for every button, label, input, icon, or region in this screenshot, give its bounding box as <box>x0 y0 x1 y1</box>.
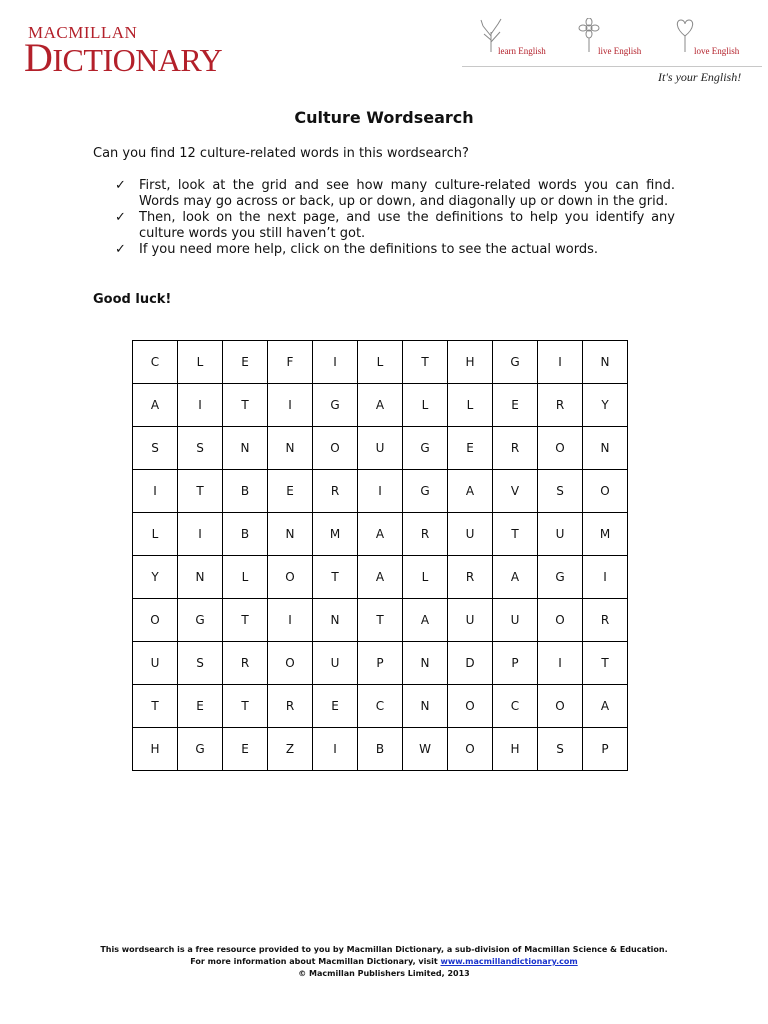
grid-cell[interactable]: I <box>538 642 583 685</box>
instruction-item: ✓ Then, look on the next page, and use the definitions to help you identify any culture words you still haven’t got. <box>115 210 675 241</box>
grid-cell[interactable]: E <box>178 685 223 728</box>
checkmark-icon: ✓ <box>115 242 126 257</box>
grid-cell[interactable]: I <box>538 341 583 384</box>
grid-cell[interactable]: O <box>538 685 583 728</box>
grid-cell[interactable]: R <box>538 384 583 427</box>
macmillan-website-link[interactable]: www.macmillandictionary.com <box>440 957 578 966</box>
grid-cell[interactable]: H <box>133 728 178 771</box>
grid-cell[interactable]: T <box>493 513 538 556</box>
grid-cell[interactable]: H <box>493 728 538 771</box>
grid-cell[interactable]: I <box>178 513 223 556</box>
grid-cell[interactable]: R <box>448 556 493 599</box>
grid-cell[interactable]: G <box>178 599 223 642</box>
grid-cell[interactable]: C <box>133 341 178 384</box>
grid-cell[interactable]: H <box>448 341 493 384</box>
grid-cell[interactable]: E <box>223 728 268 771</box>
footer-line-2: For more information about Macmillan Dictionary, visit www.macmillandictionary.com <box>190 957 578 966</box>
grid-row <box>133 341 628 384</box>
grid-cell[interactable]: L <box>358 341 403 384</box>
grid-cell[interactable]: O <box>538 427 583 470</box>
instruction-item: ✓ If you need more help, click on the definitions to see the actual words. <box>115 242 598 257</box>
grid-cell[interactable]: O <box>448 685 493 728</box>
grid-cell[interactable]: S <box>133 427 178 470</box>
grid-cell[interactable]: I <box>313 341 358 384</box>
grid-cell[interactable]: I <box>268 599 313 642</box>
grid-cell[interactable]: R <box>403 513 448 556</box>
checkmark-icon: ✓ <box>115 210 126 225</box>
grid-cell[interactable]: N <box>583 341 628 384</box>
grid-cell[interactable]: L <box>448 384 493 427</box>
learn-english-label: learn English <box>498 46 546 56</box>
grid-cell[interactable]: R <box>223 642 268 685</box>
checkmark-icon: ✓ <box>115 178 126 193</box>
grid-cell[interactable]: I <box>133 470 178 513</box>
grid-cell[interactable]: O <box>538 599 583 642</box>
intro-question: Can you find 12 culture-related words in this wordsearch? <box>93 146 469 161</box>
grid-cell[interactable]: E <box>493 384 538 427</box>
header-tagline <box>462 18 762 88</box>
grid-cell[interactable]: M <box>583 513 628 556</box>
grid-cell[interactable]: I <box>178 384 223 427</box>
grid-cell[interactable]: T <box>133 685 178 728</box>
grid-cell[interactable]: G <box>493 341 538 384</box>
grid-cell[interactable]: U <box>538 513 583 556</box>
grid-cell[interactable]: L <box>403 556 448 599</box>
grid-row <box>133 427 628 470</box>
grid-cell[interactable]: R <box>493 427 538 470</box>
grid-cell[interactable]: G <box>403 470 448 513</box>
grid-cell[interactable]: C <box>493 685 538 728</box>
grid-cell[interactable]: L <box>223 556 268 599</box>
grid-row <box>133 642 628 685</box>
instructions-list <box>93 178 675 258</box>
grid-cell[interactable]: N <box>268 427 313 470</box>
grid-cell[interactable]: S <box>178 427 223 470</box>
grid-cell[interactable]: N <box>223 427 268 470</box>
grid-cell[interactable]: T <box>223 599 268 642</box>
grid-row <box>133 728 628 771</box>
grid-cell[interactable]: F <box>268 341 313 384</box>
grid-cell[interactable]: O <box>268 556 313 599</box>
love-english-label: love English <box>694 46 740 56</box>
grid-cell[interactable]: N <box>268 513 313 556</box>
grid-cell[interactable]: B <box>358 728 403 771</box>
grid-cell[interactable]: U <box>448 599 493 642</box>
grid-cell[interactable]: I <box>268 384 313 427</box>
grid-cell[interactable]: A <box>358 556 403 599</box>
grid-cell[interactable]: R <box>313 470 358 513</box>
grid-cell[interactable]: A <box>583 685 628 728</box>
grid-cell[interactable]: N <box>583 427 628 470</box>
good-luck-text: Good luck! <box>93 292 172 307</box>
grid-row <box>133 513 628 556</box>
grid-cell[interactable]: N <box>313 599 358 642</box>
footer-line-1: This wordsearch is a free resource provided to you by Macmillan Dictionary, a sub-division of Macmillan Science & Education. <box>100 945 668 954</box>
grid-row <box>133 470 628 513</box>
grid-cell[interactable]: O <box>133 599 178 642</box>
grid-cell[interactable]: S <box>538 470 583 513</box>
footer <box>0 944 768 980</box>
grid-cell[interactable]: L <box>403 384 448 427</box>
logo-initial: D <box>24 35 53 80</box>
logo-dictionary-text <box>24 35 223 80</box>
grid-cell[interactable]: N <box>178 556 223 599</box>
grid-cell[interactable]: T <box>223 685 268 728</box>
grid-cell[interactable]: I <box>313 728 358 771</box>
grid-cell[interactable]: P <box>493 642 538 685</box>
grid-cell[interactable]: A <box>448 470 493 513</box>
grid-cell[interactable]: N <box>403 642 448 685</box>
grid-cell[interactable]: R <box>268 685 313 728</box>
grid-cell[interactable]: G <box>403 427 448 470</box>
live-english-label: live English <box>598 46 642 56</box>
grid-cell[interactable]: N <box>403 685 448 728</box>
grid-cell[interactable]: A <box>403 599 448 642</box>
grid-cell[interactable]: L <box>133 513 178 556</box>
grid-cell[interactable]: T <box>223 384 268 427</box>
tagline-divider <box>462 66 762 67</box>
grid-cell[interactable]: G <box>538 556 583 599</box>
grid-cell[interactable]: B <box>223 470 268 513</box>
grid-cell[interactable]: A <box>493 556 538 599</box>
grid-cell[interactable]: E <box>313 685 358 728</box>
grid-cell[interactable]: T <box>313 556 358 599</box>
grid-cell[interactable]: Z <box>268 728 313 771</box>
grid-cell[interactable]: A <box>133 384 178 427</box>
grid-cell[interactable]: P <box>358 642 403 685</box>
grid-cell[interactable]: U <box>133 642 178 685</box>
grid-cell[interactable]: Y <box>133 556 178 599</box>
grid-cell[interactable]: S <box>178 642 223 685</box>
grid-cell[interactable]: O <box>268 642 313 685</box>
grid-cell[interactable]: Y <box>583 384 628 427</box>
grid-cell[interactable]: G <box>313 384 358 427</box>
grid-cell[interactable]: T <box>583 642 628 685</box>
grid-cell[interactable]: B <box>223 513 268 556</box>
grid-cell[interactable]: V <box>493 470 538 513</box>
macmillan-dictionary-logo <box>24 23 223 80</box>
grid-cell[interactable]: M <box>313 513 358 556</box>
grid-row <box>133 384 628 427</box>
grid-cell[interactable]: U <box>493 599 538 642</box>
slogan: It's your English! <box>658 70 742 84</box>
grid-cell[interactable]: P <box>583 728 628 771</box>
grid-cell[interactable]: E <box>268 470 313 513</box>
logo-macmillan-text: MACMILLAN <box>28 23 138 42</box>
grid-cell[interactable]: D <box>448 642 493 685</box>
footer-copyright: © Macmillan Publishers Limited, 2013 <box>298 969 470 978</box>
grid-cell[interactable]: A <box>358 513 403 556</box>
grid-cell[interactable]: I <box>583 556 628 599</box>
grid-cell[interactable]: G <box>178 728 223 771</box>
page-title: Culture Wordsearch <box>294 108 474 127</box>
grid-cell[interactable]: S <box>538 728 583 771</box>
grid-cell[interactable]: U <box>313 642 358 685</box>
grid-cell[interactable]: E <box>448 427 493 470</box>
grid-cell[interactable]: U <box>448 513 493 556</box>
grid-row <box>133 685 628 728</box>
instruction-item: ✓ First, look at the grid and see how many culture-related words you can find. Words may go across or back, up or down, and diagonally up or down in the grid. <box>115 178 675 209</box>
grid-cell[interactable]: W <box>403 728 448 771</box>
grid-cell[interactable]: L <box>178 341 223 384</box>
logo-rest: ICTIONARY <box>52 42 223 78</box>
grid-cell[interactable]: T <box>178 470 223 513</box>
grid-cell[interactable]: E <box>223 341 268 384</box>
grid-cell[interactable]: O <box>313 427 358 470</box>
grid-row <box>133 599 628 642</box>
grid-cell[interactable]: I <box>358 470 403 513</box>
grid-cell[interactable]: A <box>358 384 403 427</box>
grid-cell[interactable]: U <box>358 427 403 470</box>
grid-cell[interactable]: R <box>583 599 628 642</box>
grid-cell[interactable]: T <box>358 599 403 642</box>
grid-row <box>133 556 628 599</box>
grid-cell[interactable]: C <box>358 685 403 728</box>
grid-cell[interactable]: O <box>583 470 628 513</box>
grid-cell[interactable]: T <box>403 341 448 384</box>
grid-cell[interactable]: O <box>448 728 493 771</box>
wordsearch-grid <box>132 340 628 771</box>
